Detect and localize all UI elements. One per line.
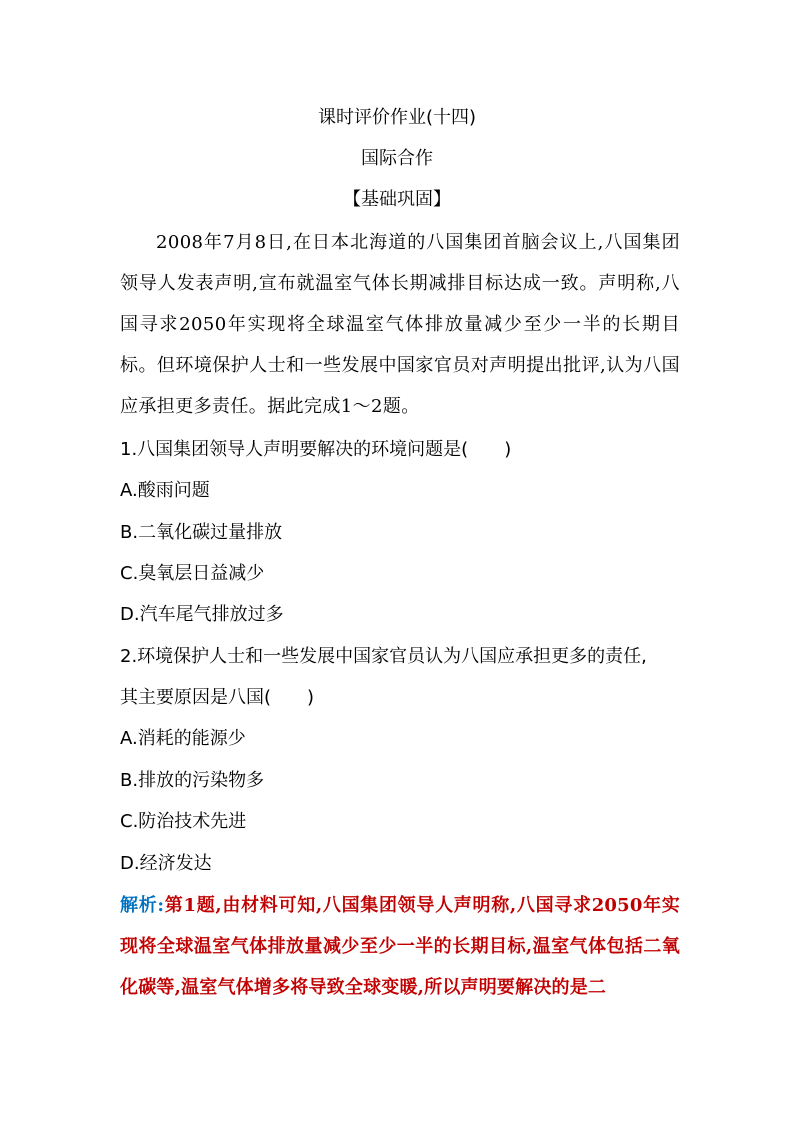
- question-2-stem-line-1: 2.环境保护人士和一些发展中国家官员认为八国应承担更多的责任,: [120, 646, 647, 667]
- question-1-option-c: C.臭氧层日益减少: [120, 563, 265, 584]
- question-2-option-c: C.防治技术先进: [120, 811, 247, 832]
- question-2-option-b: B.排放的污染物多: [120, 770, 265, 791]
- material-paragraph: 2008年7月8日,在日本北海道的八国集团首脑会议上,八国集团领导人发表声明,宣布就温室气体长期减排目标达成一致。声明称,八国寻求2050年实现将全球温室气体排放量减少至少一半的长期目标。但环境保护人士和一些发展中国家官员对声明提出批评,认为八国应承担更多责任。据此完成1～2题。: [120, 232, 680, 417]
- analysis-paragraph: [120, 885, 680, 1008]
- question-1-option-a: A.酸雨问题: [120, 480, 210, 501]
- analysis-label: 解析:: [120, 895, 165, 916]
- page-subtitle: 国际合作: [361, 148, 433, 169]
- question-2-option-a: A.消耗的能源少: [120, 728, 246, 749]
- question-2-option-d: D.经济发达: [120, 853, 212, 874]
- question-2-stem-line-2: 其主要原因是八国( ): [120, 687, 315, 708]
- question-1-option-d: D.汽车尾气排放过多: [120, 604, 284, 625]
- question-1-stem: 1.八国集团领导人声明要解决的环境问题是( ): [120, 439, 512, 460]
- page-title: 课时评价作业(十四): [317, 107, 477, 128]
- question-1-option-b: B.二氧化碳过量排放: [120, 522, 283, 543]
- analysis-text: 第1题,由材料可知,八国集团领导人声明称,八国寻求2050年实现将全球温室气体排放量减少至少一半的长期目标,温室气体包括二氧化碳等,温室气体增多将导致全球变暖,所以声明要解决的是二: [120, 895, 681, 998]
- section-heading: 【基础巩固】: [343, 189, 451, 210]
